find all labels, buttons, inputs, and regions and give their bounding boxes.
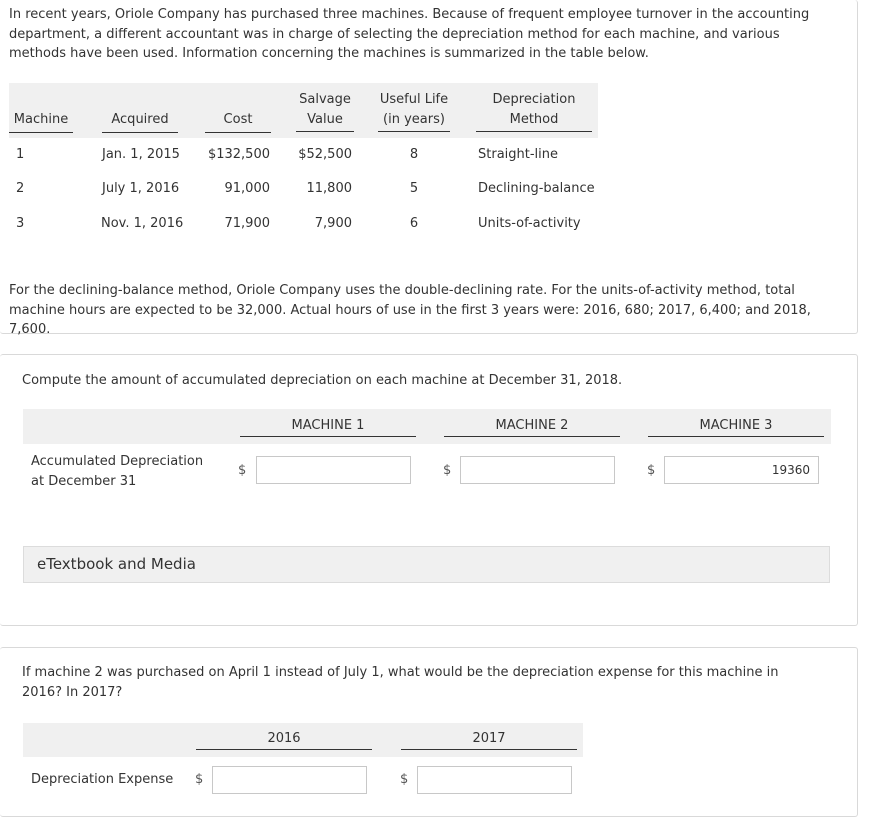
part1-question: Compute the amount of accumulated depreciation on each machine at December 31, 2018. bbox=[22, 373, 623, 388]
row1-salvage: $52,500 bbox=[298, 147, 352, 162]
header-machine-1: MACHINE 1 bbox=[240, 418, 416, 437]
currency-symbol-machine-3: $ bbox=[647, 463, 656, 478]
header-acquired: Acquired bbox=[102, 110, 178, 130]
machine-3-input[interactable] bbox=[664, 456, 819, 484]
part2-question: If machine 2 was purchased on April 1 instead of July 1, what would be the depreciation expense for this machine in 2016? In 2017? bbox=[22, 665, 779, 700]
problem-info-card bbox=[0, 0, 858, 337]
header-machine-2: MACHINE 2 bbox=[444, 418, 620, 437]
note-paragraph: For the declining-balance method, Oriole Company uses the double-declining rate. For the units-of-activity method, total machine hours are expected to be 32,000. Actual hours of use in the first 3 years were: 2016, 680; 2017, 6,400; and 2018, 7,600. bbox=[9, 283, 811, 337]
etextbook-media-link[interactable]: eTextbook and Media bbox=[23, 546, 830, 583]
row3-life: 6 bbox=[409, 216, 419, 231]
currency-symbol-machine-2: $ bbox=[443, 463, 452, 478]
row2-machine: 2 bbox=[16, 181, 25, 196]
header-salvage-value: Salvage Value bbox=[296, 90, 354, 129]
expense-2017-input[interactable] bbox=[417, 766, 572, 794]
row3-machine: 3 bbox=[16, 216, 25, 231]
row3-salvage: 7,900 bbox=[314, 216, 352, 231]
expense-2016-input[interactable] bbox=[212, 766, 367, 794]
row2-method: Declining-balance bbox=[478, 181, 595, 196]
header-machine-3: MACHINE 3 bbox=[648, 418, 824, 437]
header-depreciation-method: Depreciation Method bbox=[476, 90, 592, 129]
machine-2-input[interactable] bbox=[460, 456, 615, 484]
row2-life: 5 bbox=[409, 181, 419, 196]
currency-symbol-2016: $ bbox=[195, 772, 204, 787]
row1-life: 8 bbox=[409, 147, 419, 162]
row1-machine: 1 bbox=[16, 147, 25, 162]
row2-cost: 91,000 bbox=[224, 181, 270, 196]
currency-symbol-2017: $ bbox=[400, 772, 409, 787]
row1-method: Straight-line bbox=[478, 147, 559, 162]
row1-acquired: Jan. 1, 2015 bbox=[102, 147, 180, 162]
row1-cost: $132,500 bbox=[207, 147, 270, 162]
header-useful-life: Useful Life (in years) bbox=[378, 90, 450, 129]
depreciation-expense-label: Depreciation Expense bbox=[31, 772, 174, 787]
intro-paragraph: In recent years, Oriole Company has purchased three machines. Because of frequent employee turnover in the accounting department, a different accountant was in charge of selecting the depreciation method for each machine, and various methods have been used. Information concerning the machines is summarized in the table below. bbox=[9, 7, 810, 61]
header-cost: Cost bbox=[205, 110, 271, 130]
row3-method: Units-of-activity bbox=[478, 216, 581, 231]
machine-1-input[interactable] bbox=[256, 456, 411, 484]
currency-symbol-machine-1: $ bbox=[238, 463, 247, 478]
header-machine: Machine bbox=[9, 110, 73, 130]
row2-salvage: 11,800 bbox=[306, 181, 352, 196]
accumulated-depreciation-label: Accumulated Depreciation at December 31 bbox=[31, 454, 204, 489]
row3-acquired: Nov. 1, 2016 bbox=[101, 216, 184, 231]
row2-acquired: July 1, 2016 bbox=[102, 181, 180, 196]
header-2016: 2016 bbox=[196, 731, 372, 750]
row3-cost: 71,900 bbox=[224, 216, 270, 231]
header-2017: 2017 bbox=[401, 731, 577, 750]
